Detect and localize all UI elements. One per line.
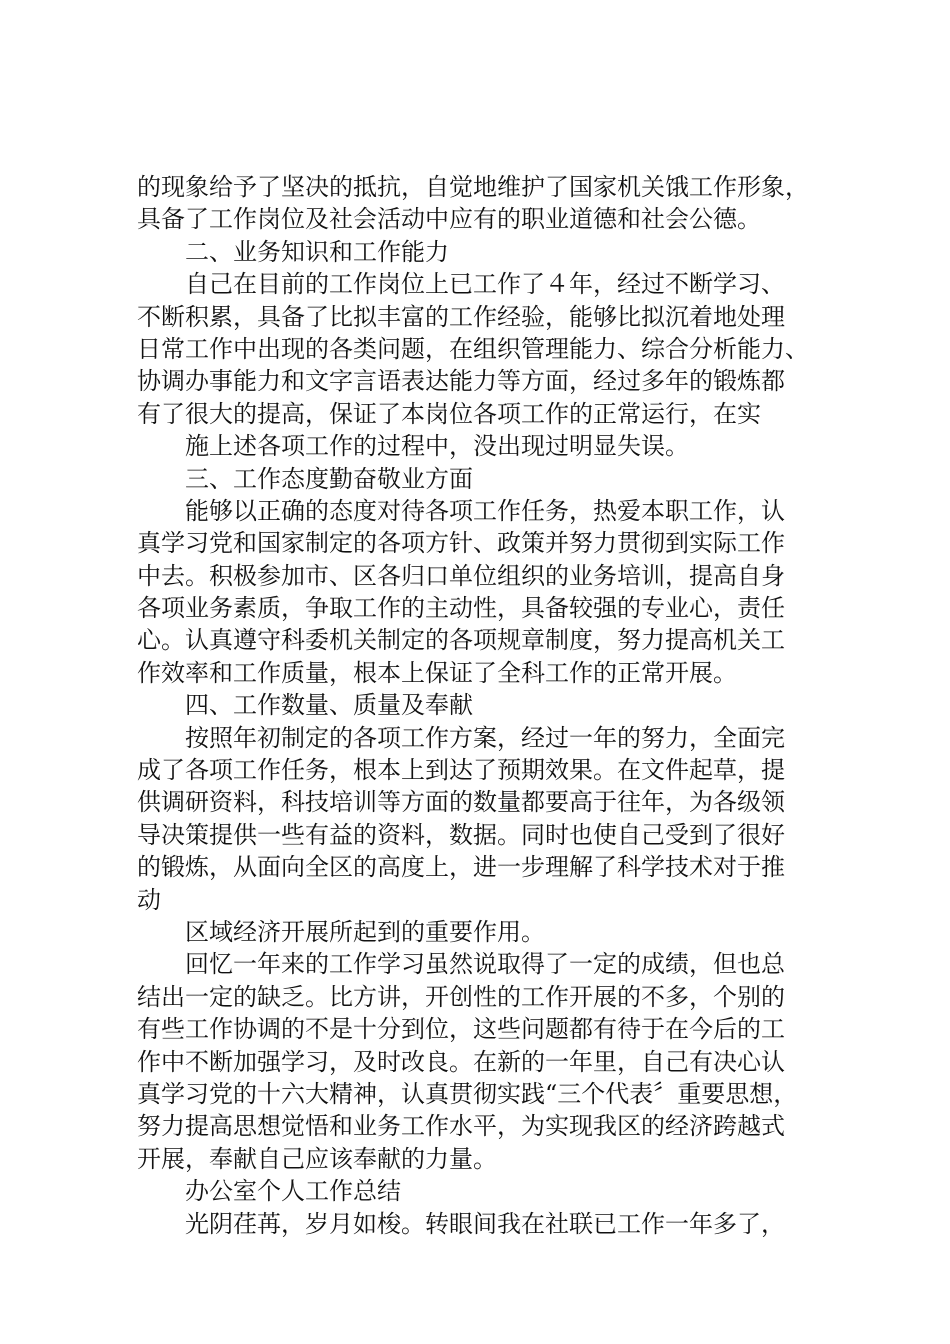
- text-line: 成了各项工作任务，根本上到达了预期效果。在文件起草，提: [137, 756, 785, 785]
- text-line: 真学习党的十六大精神，认真贯彻实践“三个代表〞重要思想，: [137, 1079, 798, 1108]
- text-line: 导决策提供一些有益的资料，数据。同时也使自己受到了很好: [137, 820, 785, 849]
- text-line: 动: [137, 885, 161, 914]
- document-body: [137, 171, 837, 1240]
- text-line: 回忆一年来的工作学习虽然说取得了一定的成绩，但也总: [185, 950, 785, 979]
- text-line: 开展，奉献自己应该奉献的力量。: [137, 1144, 497, 1173]
- text-line: 日常工作中出现的各类问题，在组织管理能力、综合分析能力、: [137, 334, 809, 363]
- text-line: 真学习党和国家制定的各项方针、政策并努力贯彻到实际工作: [137, 529, 785, 558]
- section-heading: 四、工作数量、质量及奉献: [185, 691, 473, 720]
- text-line: 施上述各项工作的过程中，没出现过明显失误。: [185, 432, 689, 461]
- text-line: 结出一定的缺乏。比方讲，开创性的工作开展的不多，个别的: [137, 982, 785, 1011]
- text-line: 有了很大的提高，保证了本岗位各项工作的正常运行，在实: [137, 399, 761, 428]
- document-title: 办公室个人工作总结: [185, 1177, 401, 1206]
- text-line: 供调研资料，科技培训等方面的数量都要高于往年，为各级领: [137, 788, 785, 817]
- text-line: 自己在目前的工作岗位上已工作了４年，经过不断学习、: [185, 270, 785, 299]
- text-line: 努力提高思想觉悟和业务工作水平，为实现我区的经济跨越式: [137, 1112, 785, 1141]
- text-line: 光阴荏苒，岁月如梭。转眼间我在社联已工作一年多了，: [185, 1209, 785, 1238]
- text-line: 具备了工作岗位及社会活动中应有的职业道德和社会公德。: [137, 205, 761, 234]
- text-line: 协调办事能力和文字言语表达能力等方面，经过多年的锻炼都: [137, 367, 785, 396]
- text-line: 各项业务素质，争取工作的主动性，具备较强的专业心，责任: [137, 594, 785, 623]
- text-line: 心。认真遵守科委机关制定的各项规章制度，努力提高机关工: [137, 626, 785, 655]
- text-line: 区域经济开展所起到的重要作用。: [185, 917, 545, 946]
- text-line: 按照年初制定的各项工作方案，经过一年的努力，全面完: [185, 723, 785, 752]
- section-heading: 三、工作态度勤奋敬业方面: [185, 464, 473, 493]
- text-line: 的现象给予了坚决的抵抗，自觉地维护了国家机关饿工作形象，: [137, 173, 809, 201]
- text-line: 能够以正确的态度对待各项工作任务，热爱本职工作，认: [185, 496, 785, 525]
- text-line: 不断积累，具备了比拟丰富的工作经验，能够比拟沉着地处理: [137, 302, 785, 331]
- text-line: 有些工作协调的不是十分到位，这些问题都有待于在今后的工: [137, 1015, 785, 1044]
- text-line: 作效率和工作质量，根本上保证了全科工作的正常开展。: [137, 658, 737, 687]
- text-line: 作中不断加强学习，及时改良。在新的一年里，自己有决心认: [137, 1047, 785, 1076]
- section-heading: 二、业务知识和工作能力: [185, 237, 449, 266]
- text-line: 中去。积极参加市、区各归口单位组织的业务培训，提高自身: [137, 561, 785, 590]
- text-line: 的锻炼，从面向全区的高度上，进一步理解了科学技术对于推: [137, 853, 785, 882]
